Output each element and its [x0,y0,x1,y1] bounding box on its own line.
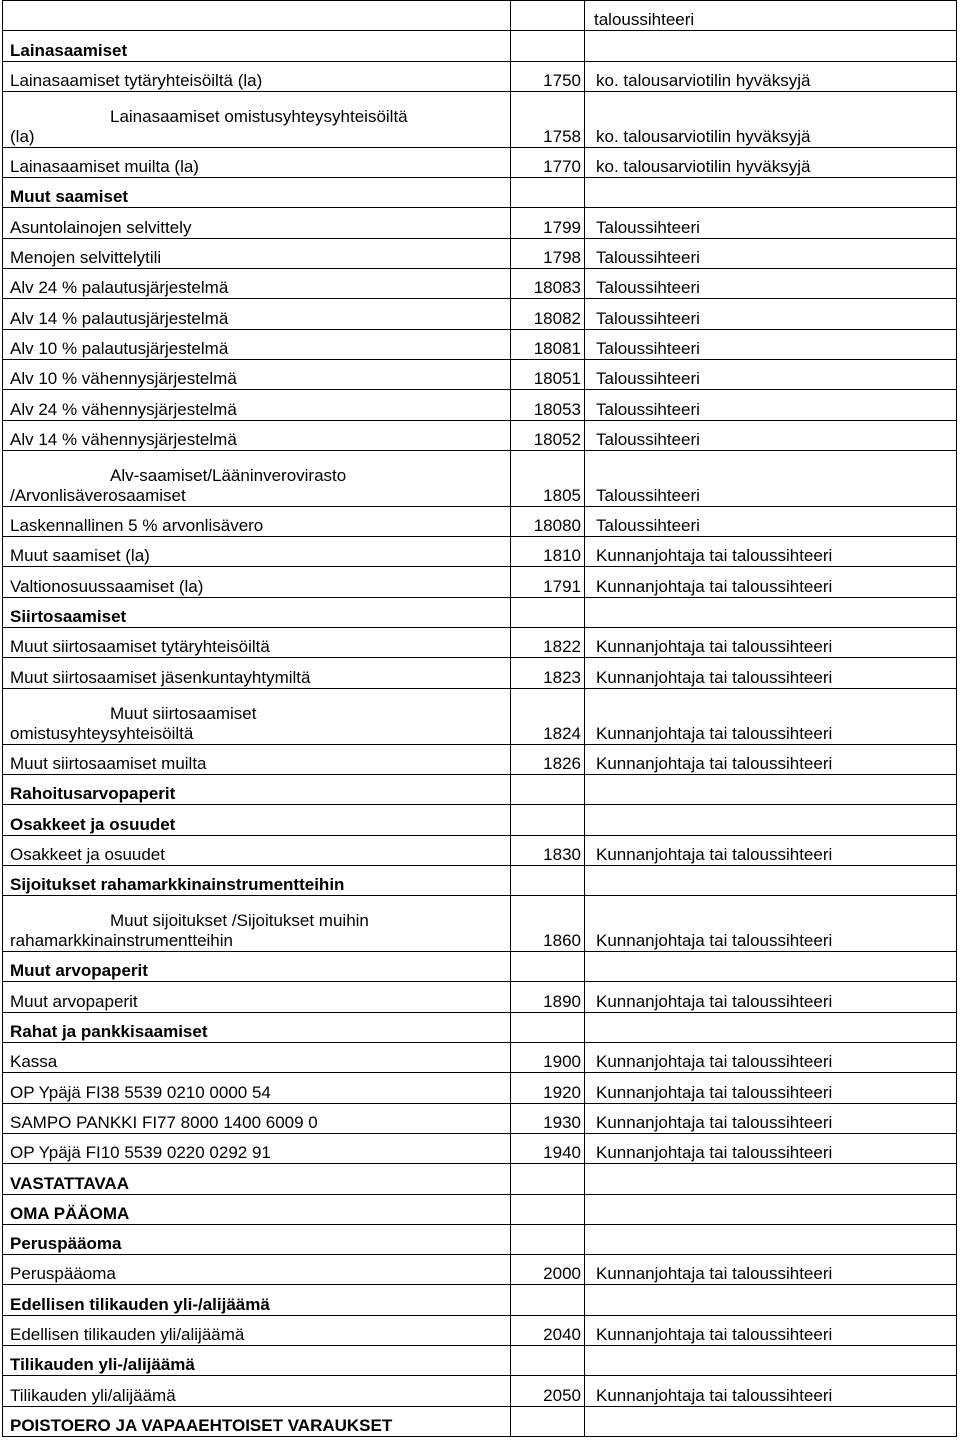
section-heading: POISTOERO JA VAPAAEHTOISET VARAUKSET [10,1415,393,1435]
account-number-cell [511,450,585,506]
approver-cell [585,688,957,744]
account-name-cell [3,390,511,420]
account-name-cell [3,1406,511,1436]
table-row [3,299,957,329]
account-number-cell [511,1133,585,1163]
account-name-line-1: Lainasaamiset omistusyhteysyhteisöiltä [110,106,408,126]
table-row [3,537,957,567]
account-name-cell [3,744,511,774]
section-heading: Siirtosaamiset [10,607,127,627]
account-name-cell [3,537,511,567]
account-number-cell [511,567,585,597]
account-number-cell [511,658,585,688]
account-name: Lainasaamiset muilta (la) [10,157,199,177]
table-row [3,982,957,1012]
approver-cell [585,1285,957,1315]
account-name: Tilikauden yli/alijäämä [10,1385,176,1405]
approver: Kunnanjohtaja tai taloussihteeri [596,844,833,864]
table-row [3,31,957,61]
account-name-cell [3,1012,511,1042]
account-number: 1824 [543,723,581,743]
account-number-cell [511,1,585,31]
approver: Kunnanjohtaja tai taloussihteeri [596,1143,833,1163]
table-row [3,1406,957,1436]
account-name-cell [3,208,511,238]
approver-cell [585,537,957,567]
account-name: Muut saamiset (la) [10,546,150,566]
approver-cell [585,329,957,359]
approver: Taloussihteeri [596,308,700,328]
account-name-cell [3,1224,511,1254]
approver-cell [585,91,957,147]
approver-cell [585,952,957,982]
approver-cell [585,1194,957,1224]
account-name-cell [3,329,511,359]
account-name-cell [3,238,511,268]
account-name-cell [3,628,511,658]
account-number-cell [511,91,585,147]
account-name-cell [3,147,511,177]
account-number: 1830 [543,844,581,864]
table-row [3,208,957,238]
account-number-cell [511,1012,585,1042]
approver-cell [585,238,957,268]
approver: Kunnanjohtaja tai taloussihteeri [596,1082,833,1102]
approver-cell [585,628,957,658]
account-name-line-2: /Arvonlisäverosaamiset [10,485,186,505]
approver-cell [585,1376,957,1406]
account-name-cell [3,506,511,536]
approver-cell [585,896,957,952]
account-number: 1810 [543,546,581,566]
account-number-cell [511,774,585,804]
account-number-cell [511,1406,585,1436]
account-number-cell [511,31,585,61]
account-number-cell [511,1285,585,1315]
approver: Kunnanjohtaja tai taloussihteeri [596,667,833,687]
account-approver-table [2,0,957,1437]
approver: Kunnanjohtaja tai taloussihteeri [596,546,833,566]
approver-cell [585,1043,957,1073]
approver-cell [585,1224,957,1254]
approver: Kunnanjohtaja tai taloussihteeri [596,1112,833,1132]
approver-cell [585,1315,957,1345]
approver: Taloussihteeri [596,399,700,419]
account-number-cell [511,61,585,91]
approver: Kunnanjohtaja tai taloussihteeri [596,576,833,596]
account-number: 1770 [543,157,581,177]
account-name-cell [3,359,511,389]
account-number-cell [511,952,585,982]
account-name: Alv 14 % palautusjärjestelmä [10,308,229,328]
account-number-cell [511,238,585,268]
account-number: 2040 [543,1324,581,1344]
account-number: 1750 [543,70,581,90]
approver: Kunnanjohtaja tai taloussihteeri [596,723,833,743]
account-number-cell [511,982,585,1012]
table-row [3,805,957,835]
account-name-cell [3,450,511,506]
table-row [3,774,957,804]
section-heading: Rahoitusarvopaperit [10,784,176,804]
account-name-cell [3,835,511,865]
account-number-cell [511,835,585,865]
account-number-cell [511,269,585,299]
table-row [3,1376,957,1406]
account-name-line-2: (la) [10,126,35,146]
account-name-cell [3,688,511,744]
account-name-line-2: rahamarkkinainstrumentteihin [10,931,233,951]
account-name-cell [3,952,511,982]
account-name-cell [3,658,511,688]
approver: Taloussihteeri [596,516,700,536]
table-row [3,896,957,952]
approver-cell [585,744,957,774]
table-body [3,1,957,1437]
approver: Kunnanjohtaja tai taloussihteeri [596,637,833,657]
approver-cell [585,147,957,177]
account-number-cell [511,1103,585,1133]
account-name: Muut siirtosaamiset tytäryhteisöiltä [10,637,270,657]
table-row [3,1073,957,1103]
table-row [3,1285,957,1315]
table-row [3,1164,957,1194]
account-number-cell [511,537,585,567]
account-number-cell [511,506,585,536]
table-row [3,390,957,420]
account-number: 1930 [543,1112,581,1132]
account-number: 1826 [543,753,581,773]
approver: Taloussihteeri [596,338,700,358]
approver-cell [585,835,957,865]
account-name-cell [3,1073,511,1103]
account-name: Alv 10 % vähennysjärjestelmä [10,369,237,389]
account-name-cell [3,1315,511,1345]
table-row [3,329,957,359]
approver-cell [585,359,957,389]
account-name-cell [3,31,511,61]
table-row [3,91,957,147]
table-row [3,1103,957,1133]
account-name: Valtionosuussaamiset (la) [10,576,204,596]
account-number: 1805 [543,485,581,505]
account-name-cell [3,896,511,952]
account-number: 2000 [543,1264,581,1284]
approver-cell [585,269,957,299]
account-name-cell [3,1103,511,1133]
section-heading: Rahat ja pankkisaamiset [10,1022,208,1042]
account-number: 1791 [543,576,581,596]
table-row [3,688,957,744]
account-number: 1823 [543,667,581,687]
account-name: Edellisen tilikauden yli/alijäämä [10,1324,245,1344]
section-heading: Edellisen tilikauden yli-/alijäämä [10,1294,270,1314]
table-row [3,744,957,774]
table-row [3,567,957,597]
section-heading: Sijoitukset rahamarkkinainstrumentteihin [10,875,345,895]
account-name-cell [3,567,511,597]
section-heading: Tilikauden yli-/alijäämä [10,1355,195,1375]
account-name-cell [3,1133,511,1163]
account-name: Alv 10 % palautusjärjestelmä [10,338,229,358]
account-number: 1920 [543,1082,581,1102]
account-number: 1940 [543,1143,581,1163]
account-name: Kassa [10,1052,58,1072]
approver: taloussihteeri [594,10,695,30]
account-number: 18053 [533,399,581,419]
approver-cell [585,420,957,450]
table-row [3,1043,957,1073]
approver: Kunnanjohtaja tai taloussihteeri [596,1052,833,1072]
approver: ko. talousarviotilin hyväksyjä [596,126,811,146]
approver-cell [585,1406,957,1436]
approver-cell [585,865,957,895]
table-row [3,506,957,536]
account-number-cell [511,208,585,238]
account-name: Laskennallinen 5 % arvonlisävero [10,516,264,536]
account-number-cell [511,1345,585,1375]
account-number-cell [511,147,585,177]
account-number-cell [511,896,585,952]
section-heading: Lainasaamiset [10,40,128,60]
account-number: 18052 [533,429,581,449]
approver-cell [585,1345,957,1375]
account-number: 18082 [533,308,581,328]
account-name-cell [3,805,511,835]
table-row [3,238,957,268]
account-name-line-2: omistusyhteysyhteisöiltä [10,723,194,743]
approver: Taloussihteeri [596,217,700,237]
account-number-cell [511,390,585,420]
account-name-cell [3,1194,511,1224]
account-number-cell [511,420,585,450]
table-row [3,147,957,177]
account-number: 1758 [543,126,581,146]
account-number: 18051 [533,369,581,389]
approver-cell [585,1073,957,1103]
approver: Taloussihteeri [596,429,700,449]
table-row [3,1345,957,1375]
account-name-cell [3,597,511,627]
table-row [3,61,957,91]
section-heading: Peruspääoma [10,1234,122,1254]
approver-cell [585,1012,957,1042]
table-row [3,658,957,688]
section-heading: VASTATTAVAA [10,1173,129,1193]
account-name-wrapped [10,466,510,506]
account-number-cell [511,744,585,774]
account-number-cell [511,1073,585,1103]
account-number-cell [511,1224,585,1254]
section-heading: Muut arvopaperit [10,961,148,981]
account-name-cell [3,865,511,895]
approver-cell [585,450,957,506]
table-row [3,420,957,450]
account-number-cell [511,805,585,835]
account-name-cell [3,774,511,804]
account-name: SAMPO PANKKI FI77 8000 1400 6009 0 [10,1112,318,1132]
table-row [3,628,957,658]
table-row [3,1224,957,1254]
account-number-cell [511,1164,585,1194]
account-number: 1799 [543,217,581,237]
approver-cell [585,208,957,238]
account-name-line-1: Alv-saamiset/Lääninverovirasto [110,465,347,485]
account-name: Muut siirtosaamiset muilta [10,753,207,773]
account-name-line-1: Muut sijoitukset /Sijoitukset muihin [110,911,369,931]
approver-cell [585,982,957,1012]
account-name-cell [3,91,511,147]
approver-cell [585,178,957,208]
account-name-line-1: Muut siirtosaamiset [110,703,257,723]
approver: Kunnanjohtaja tai taloussihteeri [596,1385,833,1405]
table-row [3,269,957,299]
account-number: 1860 [543,931,581,951]
approver: Taloussihteeri [596,369,700,389]
approver-cell [585,31,957,61]
approver-cell [585,597,957,627]
section-heading: Osakkeet ja osuudet [10,814,176,834]
account-number: 1900 [543,1052,581,1072]
account-number: 1822 [543,637,581,657]
approver-cell [585,299,957,329]
table-row [3,1194,957,1224]
account-name-cell [3,1285,511,1315]
account-number-cell [511,1043,585,1073]
account-name-cell [3,1255,511,1285]
approver-cell [585,774,957,804]
account-number-cell [511,1376,585,1406]
approver: ko. talousarviotilin hyväksyjä [596,70,811,90]
account-number-cell [511,597,585,627]
table-row [3,178,957,208]
table-row [3,952,957,982]
account-number-cell [511,299,585,329]
account-name: OP Ypäjä FI38 5539 0210 0000 54 [10,1082,271,1102]
approver: Kunnanjohtaja tai taloussihteeri [596,991,833,1011]
table-row [3,450,957,506]
account-number: 1798 [543,248,581,268]
approver-cell [585,1164,957,1194]
approver: Kunnanjohtaja tai taloussihteeri [596,1324,833,1344]
approver: Kunnanjohtaja tai taloussihteeri [596,1264,833,1284]
approver-cell [585,61,957,91]
account-name-cell [3,1043,511,1073]
account-number: 2050 [543,1385,581,1405]
account-name-cell [3,982,511,1012]
account-name-cell [3,1345,511,1375]
approver: Taloussihteeri [596,248,700,268]
approver-cell [585,658,957,688]
approver-cell [585,1103,957,1133]
account-name: Muut arvopaperit [10,991,138,1011]
account-number: 18083 [533,278,581,298]
approver: Taloussihteeri [596,278,700,298]
account-name: Lainasaamiset tytäryhteisöiltä (la) [10,70,263,90]
approver-cell [585,390,957,420]
account-name: Alv 14 % vähennysjärjestelmä [10,429,237,449]
table-row [3,835,957,865]
approver-cell [585,1255,957,1285]
account-name: Osakkeet ja osuudet [10,844,165,864]
approver-cell [585,567,957,597]
approver: Kunnanjohtaja tai taloussihteeri [596,931,833,951]
account-name-wrapped [10,911,510,951]
account-number: 1890 [543,991,581,1011]
section-heading: Muut saamiset [10,187,129,207]
account-name-cell [3,178,511,208]
table-row [3,865,957,895]
account-name-cell [3,1164,511,1194]
account-name-cell [3,299,511,329]
approver: ko. talousarviotilin hyväksyjä [596,157,811,177]
table-row [3,597,957,627]
approver: Kunnanjohtaja tai taloussihteeri [596,753,833,773]
account-name-cell [3,420,511,450]
account-name: Menojen selvittelytili [10,248,162,268]
account-name-wrapped [10,107,510,147]
account-number-cell [511,1255,585,1285]
account-name: Alv 24 % palautusjärjestelmä [10,278,229,298]
account-name-cell [3,1,511,31]
account-number-cell [511,1315,585,1345]
approver-cell [585,1,957,31]
account-number-cell [511,178,585,208]
table-row [3,1255,957,1285]
approver-cell [585,805,957,835]
table-row [3,1133,957,1163]
account-name-cell [3,269,511,299]
account-name: Alv 24 % vähennysjärjestelmä [10,399,237,419]
table-row [3,359,957,389]
account-number-cell [511,359,585,389]
account-name: Asuntolainojen selvittely [10,217,192,237]
account-name-cell [3,61,511,91]
account-number-cell [511,688,585,744]
account-number-cell [511,628,585,658]
account-name: Peruspääoma [10,1264,116,1284]
account-name: OP Ypäjä FI10 5539 0220 0292 91 [10,1143,271,1163]
table-row [3,1,957,31]
approver: Taloussihteeri [596,485,700,505]
account-name: Muut siirtosaamiset jäsenkuntayhtymiltä [10,667,311,687]
account-number: 18080 [533,516,581,536]
account-name-cell [3,1376,511,1406]
section-heading: OMA PÄÄOMA [10,1203,130,1223]
account-number-cell [511,1194,585,1224]
approver-cell [585,506,957,536]
account-number-cell [511,329,585,359]
table-row [3,1012,957,1042]
table-row [3,1315,957,1345]
account-number-cell [511,865,585,895]
account-number: 18081 [533,338,581,358]
approver-cell [585,1133,957,1163]
account-name-wrapped [10,704,510,744]
